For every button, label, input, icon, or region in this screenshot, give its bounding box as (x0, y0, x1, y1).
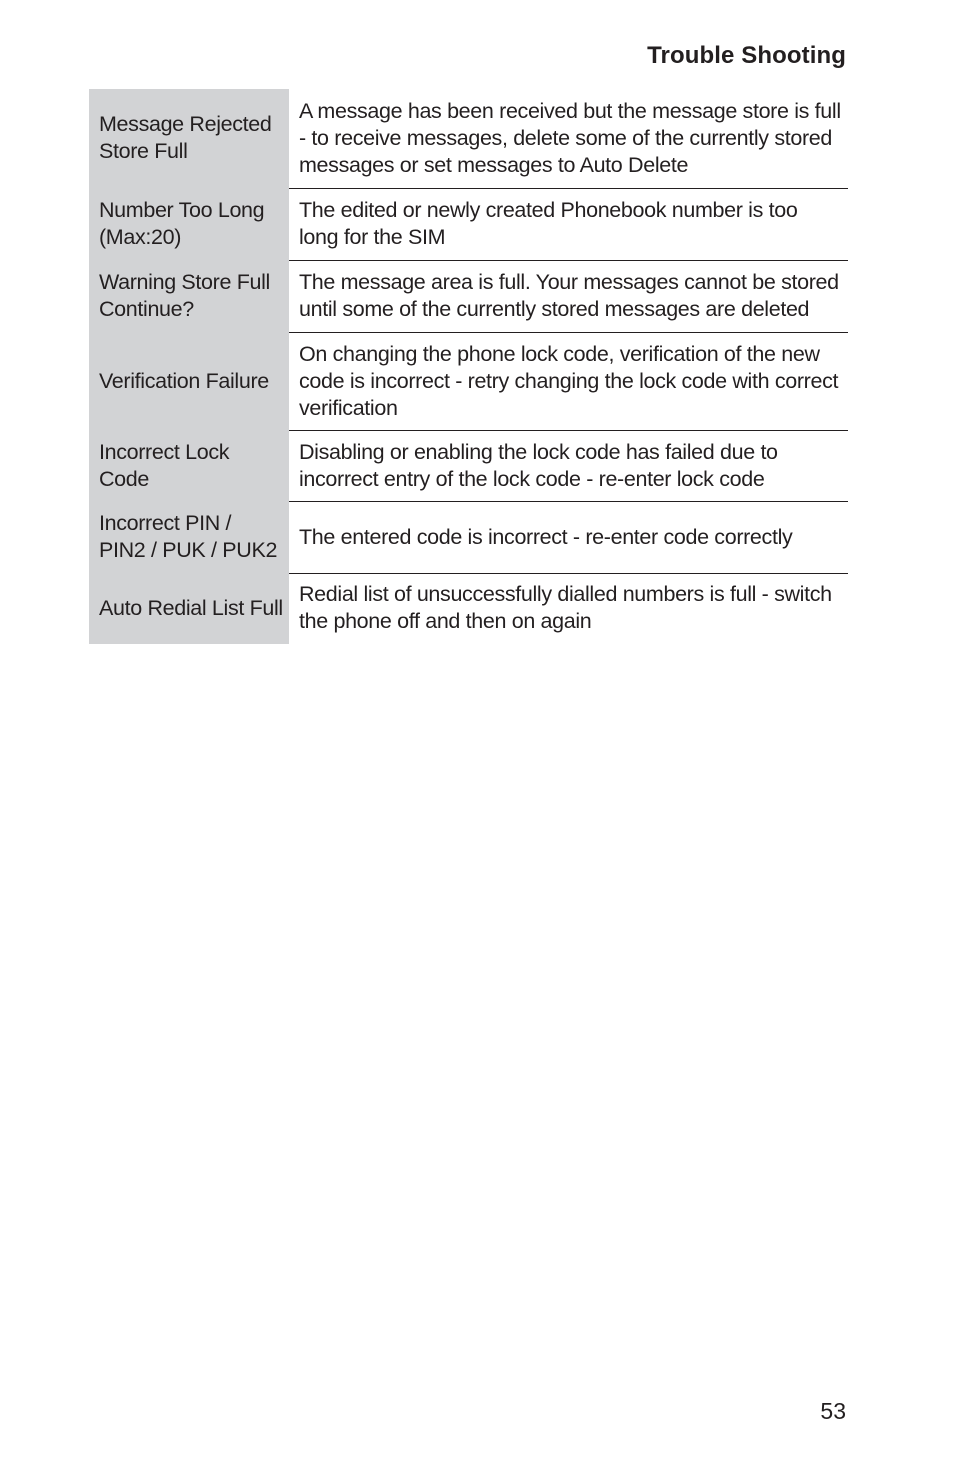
page-number: 53 (820, 1398, 846, 1424)
section-title: Trouble Shooting (647, 42, 846, 69)
error-message: Incorrect PIN / PIN2 / PUK / PUK2 (89, 501, 289, 573)
error-message: Incorrect Lock Code (89, 430, 289, 501)
error-message: Auto Redial List Full (89, 573, 289, 643)
error-message: Number Too Long (Max:20) (89, 188, 289, 260)
table-row (89, 501, 848, 573)
table-row (89, 89, 848, 188)
error-description: A message has been received but the message store is full - to receive messages, delete some of the currently stored messages or set messages to Auto Delete (289, 89, 848, 188)
table-row (89, 332, 848, 430)
error-description: The message area is full. Your messages cannot be stored until some of the currently stored messages are deleted (289, 260, 848, 332)
error-description: On changing the phone lock code, verification of the new code is incorrect - retry changing the lock code with correct verification (289, 332, 848, 430)
table-row (89, 188, 848, 260)
error-message: Verification Failure (89, 332, 289, 430)
error-description: Disabling or enabling the lock code has failed due to incorrect entry of the lock code - re-enter lock code (289, 430, 848, 501)
error-description: The entered code is incorrect - re-enter code correctly (289, 501, 848, 573)
table-row (89, 430, 848, 501)
trouble-shooting-table (89, 89, 848, 644)
error-message: Warning Store Full Continue? (89, 260, 289, 332)
error-message: Message Rejected Store Full (89, 89, 289, 188)
error-description: The edited or newly created Phonebook number is too long for the SIM (289, 188, 848, 260)
table-row (89, 260, 848, 332)
table-row (89, 573, 848, 643)
error-description: Redial list of unsuccessfully dialled numbers is full - switch the phone off and then on again (289, 573, 848, 643)
